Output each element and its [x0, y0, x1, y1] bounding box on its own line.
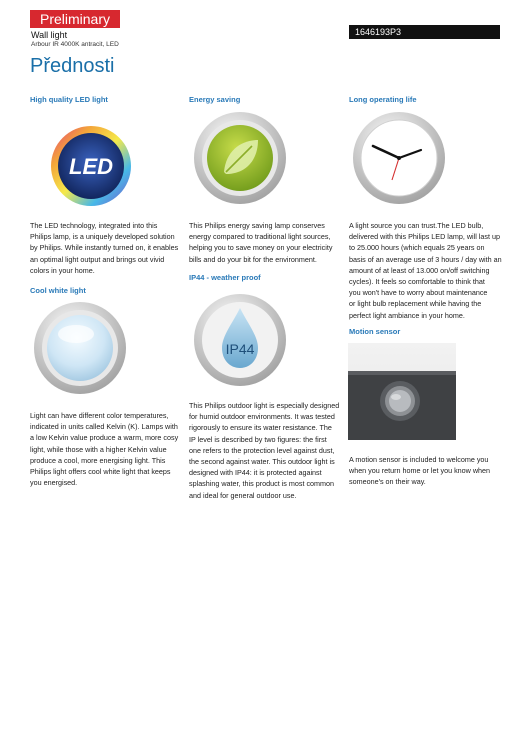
body-line: for humid outdoor environments. It was tested	[189, 412, 335, 422]
body-line: delivered with this Philips LED lamp, will last up	[349, 232, 501, 242]
body-line: IP level is described by two figures: the first	[189, 434, 327, 444]
body-line: one refers to the protection level against dust,	[189, 445, 335, 455]
body-line: you won't have to worry about maintenance	[349, 288, 488, 298]
body-line: someone's on their way.	[349, 477, 426, 487]
water-drop-icon	[192, 292, 288, 388]
section-title-cool-white: Cool white light	[30, 286, 86, 295]
body-line: by Philips. While instantly turned on, it enables	[30, 243, 179, 253]
section-body-motion-sensor	[349, 454, 509, 488]
body-line: designed with IP44: it is protected against	[189, 468, 322, 478]
section-body-cool-white	[30, 410, 185, 488]
body-line: helping you to save money on your electricity	[189, 243, 333, 253]
body-line: rigorously to ensure its water resistance. The	[189, 423, 332, 433]
body-line: bills and do your bit for the environment.	[189, 254, 317, 264]
cool-white-icon	[32, 300, 128, 396]
ip44-icon-text: IP44	[225, 341, 255, 357]
body-line: The LED technology, integrated into this	[30, 221, 158, 230]
clock-icon	[351, 110, 447, 206]
body-line: A motion sensor is included to welcome you	[349, 455, 489, 464]
product-code: 1646193P3	[349, 25, 500, 39]
body-line: when you return home or let you know when	[349, 466, 491, 476]
section-title-led: High quality LED light	[30, 95, 108, 104]
body-line: colors in your home.	[30, 265, 95, 275]
section-body-led	[30, 220, 180, 276]
leaf-icon	[192, 110, 288, 206]
section-body-operating-life	[349, 220, 509, 321]
section-title-energy: Energy saving	[189, 95, 241, 104]
body-line: This Philips energy saving lamp conserves	[189, 221, 325, 230]
body-line: light, while those with a higher Kelvin value	[30, 444, 167, 454]
body-line: This Philips outdoor light is especially designed	[189, 401, 340, 410]
section-title-motion-sensor: Motion sensor	[349, 327, 401, 336]
section-body-energy	[189, 220, 349, 265]
body-line: or light bulb replacement while having the	[349, 299, 482, 309]
led-icon	[43, 118, 139, 214]
body-line: Light can have different color temperatures,	[30, 411, 169, 420]
body-line: perfect light ambiance in your home.	[349, 310, 465, 320]
body-line: Philips lamp, is a uniquely developed solution	[30, 232, 175, 242]
body-line: basis of an average use of 3 hours / day with an	[349, 254, 502, 264]
body-line: to 25.000 hours (which equals 25 years on	[349, 243, 485, 253]
body-line: splashing water, this product is most common	[189, 479, 335, 489]
body-line: an optimal light output and brings out vivid	[30, 254, 165, 264]
section-body-ip44	[189, 400, 349, 501]
body-line: amount of at least of 13.000 on/off switching	[349, 265, 490, 275]
body-line: energy compared to traditional light sources,	[189, 232, 331, 242]
body-line: produce a cool, more energising light. This	[30, 455, 166, 465]
motion-sensor-photo	[348, 343, 456, 440]
body-line: a low Kelvin value produce a warm, more cosy	[30, 433, 179, 443]
led-icon-text: LED	[69, 154, 113, 179]
body-line: the second against water. This outdoor light is	[189, 457, 335, 467]
preliminary-badge: Preliminary	[30, 10, 120, 28]
body-line: and ideal for general outdoor use.	[189, 490, 297, 500]
body-line: you energised.	[30, 478, 78, 488]
product-name: Wall light	[31, 30, 68, 40]
body-line: cycles). It feels so comfortable to think that	[349, 277, 485, 287]
page-title: Přednosti	[30, 55, 115, 77]
section-title-ip44: IP44 - weather proof	[189, 273, 261, 282]
body-line: Philips light offers cool white light that keeps	[30, 467, 171, 477]
body-line: A light source you can trust.The LED bulb,	[349, 221, 484, 230]
product-subtitle: Arbour IR 4000K antracit, LED	[31, 41, 119, 48]
body-line: indicated in units called Kelvin (K). Lamps with	[30, 422, 178, 432]
section-title-operating-life: Long operating life	[349, 95, 417, 104]
